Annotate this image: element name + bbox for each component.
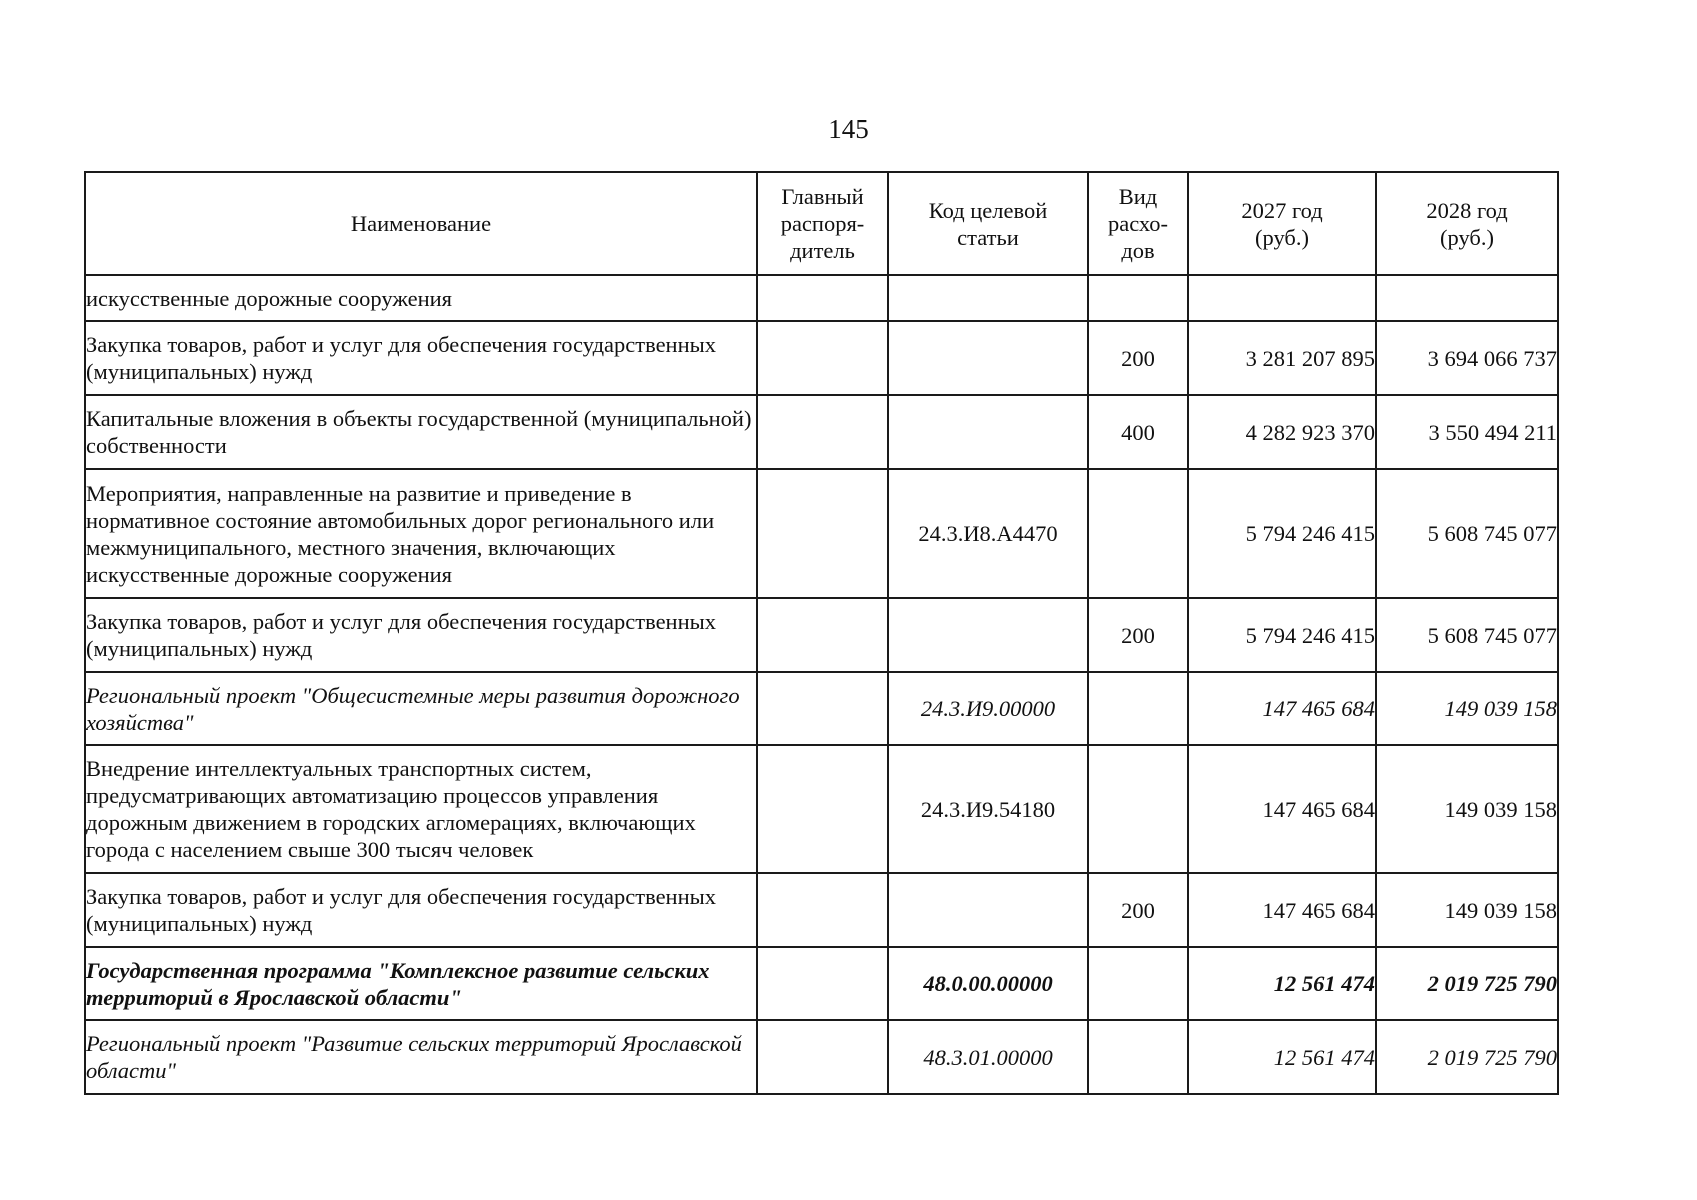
header-code: Код целевой статьи: [888, 172, 1088, 275]
cell-type: [1088, 745, 1188, 873]
cell-type: 200: [1088, 321, 1188, 395]
header-name: Наименование: [85, 172, 757, 275]
cell-name: Региональный проект "Развитие сельских территорий Ярославской области": [85, 1020, 757, 1094]
cell-code: [888, 321, 1088, 395]
cell-2027: [1188, 275, 1376, 321]
cell-manager: [757, 672, 888, 745]
table-row: [85, 598, 1558, 672]
cell-manager: [757, 873, 888, 947]
cell-code: 48.3.01.00000: [888, 1020, 1088, 1094]
cell-2027: 4 282 923 370: [1188, 395, 1376, 469]
cell-code: [888, 395, 1088, 469]
cell-code: [888, 275, 1088, 321]
header-manager: Главный распоря-дитель: [757, 172, 888, 275]
cell-name: Закупка товаров, работ и услуг для обеспечения государственных (муниципальных) нужд: [85, 321, 757, 395]
cell-name: Закупка товаров, работ и услуг для обеспечения государственных (муниципальных) нужд: [85, 598, 757, 672]
cell-code: [888, 598, 1088, 672]
cell-2027: 147 465 684: [1188, 873, 1376, 947]
cell-name: Внедрение интеллектуальных транспортных систем, предусматривающих автоматизацию процессов управления дорожным движением в городских агломерациях, включающих города с населением свыше 300 тысяч человек: [85, 745, 757, 873]
cell-name: искусственные дорожные сооружения: [85, 275, 757, 321]
table-header-row: [85, 172, 1558, 275]
cell-code: 48.0.00.00000: [888, 947, 1088, 1020]
header-type: Вид расхо-дов: [1088, 172, 1188, 275]
cell-name: Капитальные вложения в объекты государственной (муниципальной) собственности: [85, 395, 757, 469]
cell-2028: 149 039 158: [1376, 745, 1558, 873]
cell-manager: [757, 275, 888, 321]
cell-manager: [757, 395, 888, 469]
cell-2028: [1376, 275, 1558, 321]
cell-type: [1088, 469, 1188, 598]
table-row: [85, 672, 1558, 745]
cell-2028: 3 550 494 211: [1376, 395, 1558, 469]
cell-2027: 12 561 474: [1188, 1020, 1376, 1094]
cell-name: Закупка товаров, работ и услуг для обеспечения государственных (муниципальных) нужд: [85, 873, 757, 947]
cell-2027: 3 281 207 895: [1188, 321, 1376, 395]
cell-2027: 147 465 684: [1188, 745, 1376, 873]
cell-manager: [757, 947, 888, 1020]
cell-2028: 2 019 725 790: [1376, 947, 1558, 1020]
cell-2027: 5 794 246 415: [1188, 598, 1376, 672]
cell-type: [1088, 672, 1188, 745]
cell-type: [1088, 947, 1188, 1020]
header-2027: 2027 год (руб.): [1188, 172, 1376, 275]
table-row: [85, 1020, 1558, 1094]
cell-type: 200: [1088, 873, 1188, 947]
table-row: [85, 947, 1558, 1020]
cell-2028: 149 039 158: [1376, 873, 1558, 947]
cell-2027: 147 465 684: [1188, 672, 1376, 745]
cell-2028: 2 019 725 790: [1376, 1020, 1558, 1094]
header-2028: 2028 год (руб.): [1376, 172, 1558, 275]
cell-2028: 5 608 745 077: [1376, 598, 1558, 672]
cell-manager: [757, 321, 888, 395]
cell-type: [1088, 275, 1188, 321]
cell-type: [1088, 1020, 1188, 1094]
cell-2027: 12 561 474: [1188, 947, 1376, 1020]
table-row: [85, 395, 1558, 469]
cell-2028: 3 694 066 737: [1376, 321, 1558, 395]
cell-2028: 5 608 745 077: [1376, 469, 1558, 598]
cell-code: 24.3.И9.54180: [888, 745, 1088, 873]
budget-table: [84, 171, 1559, 1095]
cell-2027: 5 794 246 415: [1188, 469, 1376, 598]
cell-name: Региональный проект "Общесистемные меры развития дорожного хозяйства": [85, 672, 757, 745]
cell-code: [888, 873, 1088, 947]
table-row: [85, 873, 1558, 947]
cell-name: Государственная программа "Комплексное развитие сельских территорий в Ярославской области": [85, 947, 757, 1020]
cell-manager: [757, 469, 888, 598]
cell-code: 24.3.И8.А4470: [888, 469, 1088, 598]
cell-manager: [757, 598, 888, 672]
cell-type: 200: [1088, 598, 1188, 672]
cell-manager: [757, 1020, 888, 1094]
cell-name: Мероприятия, направленные на развитие и приведение в нормативное состояние автомобильных дорог регионального или межмуниципального, местного значения, включающих искусственные дорожные сооружения: [85, 469, 757, 598]
table-row: [85, 275, 1558, 321]
cell-2028: 149 039 158: [1376, 672, 1558, 745]
page-number: 145: [828, 114, 869, 144]
cell-manager: [757, 745, 888, 873]
table-row: [85, 321, 1558, 395]
table-row: [85, 469, 1558, 598]
table-row: [85, 745, 1558, 873]
cell-code: 24.3.И9.00000: [888, 672, 1088, 745]
cell-type: 400: [1088, 395, 1188, 469]
